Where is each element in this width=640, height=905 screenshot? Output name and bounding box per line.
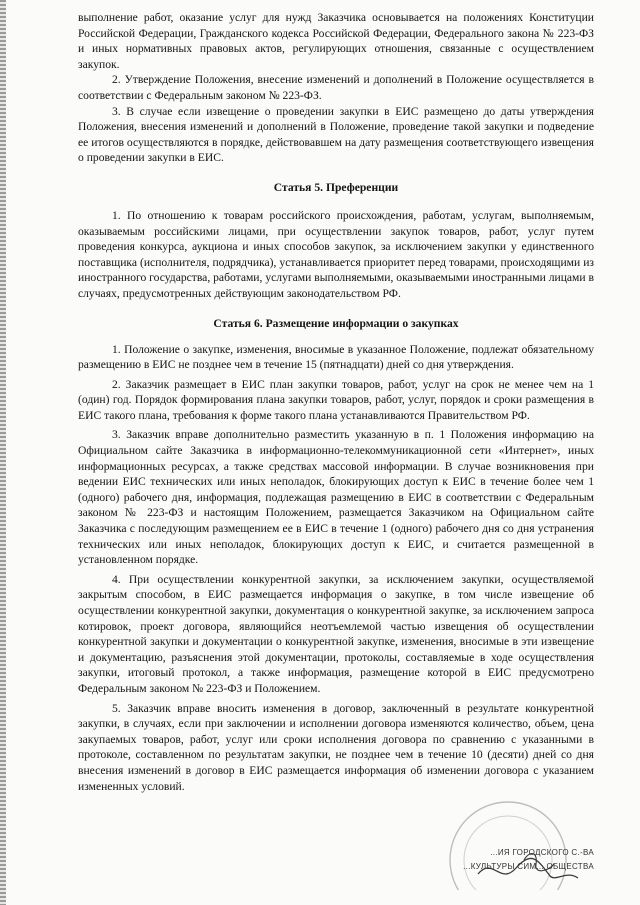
stamp-text-line-2: ...КУЛЬТУРЫ СИМ... ОБЩЕСТВА	[463, 862, 594, 871]
scan-binding-edge	[0, 0, 6, 905]
article-6-paragraph-4: 4. При осуществлении конкурентной закупки, за исключением закупки, осуществляемой закрытым способом, в ЕИС размещается информация о закупке, в том числе извещение об осуществлении конкурентной закупки, документация о конкурентной закупке, за исключением запроса котировок, проект договора, являющийся неотъемлемой частью извещения об осуществлении конкурентной закупки и документации о конкурентной закупке, изменения, вносимые в эти извещение и документацию, разъяснения этой документации, протоколы, составляемые в ходе осуществления закупки, итоговый протокол, а также информация, размещение которой в ЕИС предусмотрено Федеральным законом № 223-ФЗ и Положением.	[78, 572, 594, 695]
intro-paragraph-3: 3. В случае если извещение о проведении закупки в ЕИС размещено до даты утверждения Положения, внесения изменений и дополнений в Положение, проведение такой закупки и подведение ее итогов осуществляются в порядке, действовавшем на дату размещения соответствующего извещения о проведении закупки в ЕИС.	[78, 104, 594, 165]
document-body	[78, 10, 594, 794]
official-stamp-and-signature	[438, 790, 608, 890]
intro-paragraph-2: 2. Утверждение Положения, внесение изменений и дополнений в Положение осуществляется в соответствии с Федеральным законом № 223-ФЗ.	[78, 73, 594, 102]
article-6-paragraph-1: 1. Положение о закупке, изменения, вносимые в указанное Положение, подлежат обязательному размещению в ЕИС не позднее чем в течение 15 (пятнадцати) дней со дня утверждения.	[78, 342, 594, 372]
stamp-seal-icon	[438, 790, 608, 890]
article-5-paragraph-1: 1. По отношению к товарам российского происхождения, работам, услугам, выполняемым, оказываемым российскими лицами, при осуществлении закупок товаров, работ, услуг путем проведения конкурса, аукциона и иных способов закупок, за исключением закупки у единственного поставщика (исполнителя, подрядчика), устанавливается приоритет перед товарами, происходящими из иностранного государства, работами, услугами выполняемыми, оказываемыми иностранными лицами в случаях, предусмотренных действующим законодательством РФ.	[78, 208, 594, 300]
article-6-paragraph-5: 5. Заказчик вправе вносить изменения в договор, заключенный в результате конкурентной закупки, в случаях, если при заключении и исполнении договора изменяются количество, объем, цена закупаемых товаров, работ, услуг или сроки исполнения договора по сравнению с указанными в протоколе, составленном по результатам закупки, не позднее чем в течение 10 (десяти) дней со дня внесения изменений в договор в ЕИС размещается информация об изменении договора с указанием измененных условий.	[78, 701, 594, 793]
article-6-paragraph-3: 3. Заказчик вправе дополнительно разместить указанную в п. 1 Положения информацию на Официальном сайте Заказчика в информационно-телекоммуникационной сети «Интернет», иных информационных ресурсах, а также средствах массовой информации. В случае возникновения при ведении ЕИС технических или иных неполадок, блокирующих доступ к ЕИС в течение более чем 1 (одного) рабочего дня, информация, подлежащая размещению в ЕИС в соответствии с Федеральным законом № 223-ФЗ и настоящим Положением, размещается Заказчиком на Официальном сайте Заказчика с последующим размещением ее в ЕИС в течение 1 (одного) рабочего дня со дня устранения технических или иных неполадок, блокирующих доступ к ЕИС, и считается размещенной в установленном порядке.	[78, 428, 594, 567]
intro-paragraph-1: выполнение работ, оказание услуг для нужд Заказчика основывается на положениях Конституции Российской Федерации, Гражданского кодекса Российской Федерации, Федерального закона № 223-ФЗ и иных нормативных правовых актов, регулирующих отношения, связанные с осуществлением закупок.	[78, 11, 594, 71]
article-6-title: Статья 6. Размещение информации о закупках	[213, 316, 459, 330]
article-6-paragraph-2: 2. Заказчик размещает в ЕИС план закупки товаров, работ, услуг на срок не менее чем на 1 (один) год. Порядок формирования плана закупки товаров, работ, услуг, порядок и сроки размещения в ЕИС такого плана, требования к форме такого плана устанавливаются Правительством РФ.	[78, 377, 594, 422]
stamp-text-line-1: ...ИЯ ГОРОДСКОГО С.-ВА	[490, 848, 594, 857]
article-5-title: Статья 5. Преференции	[273, 180, 399, 194]
